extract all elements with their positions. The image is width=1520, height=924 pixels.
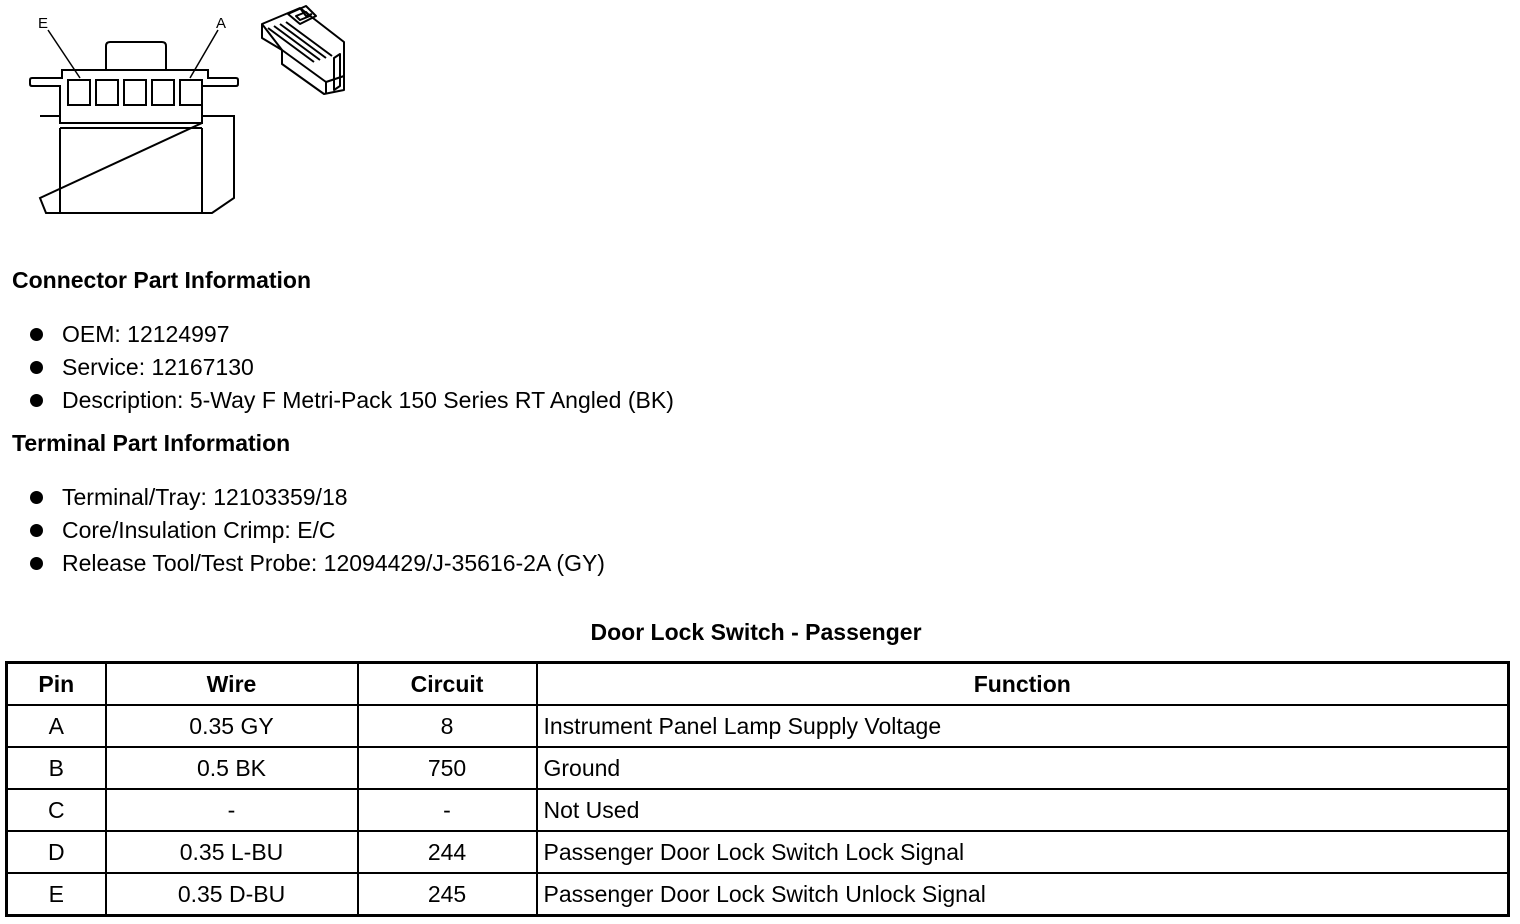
- wire-cell: 0.35 L-BU: [106, 831, 358, 873]
- function-cell: Passenger Door Lock Switch Lock Signal: [537, 831, 1509, 873]
- table-row: [7, 705, 1509, 747]
- wire-cell: 0.35 D-BU: [106, 873, 358, 916]
- column-header-wire: Wire: [106, 663, 358, 706]
- column-header-circuit: Circuit: [358, 663, 537, 706]
- table-row: [7, 747, 1509, 789]
- wire-cell: 0.5 BK: [106, 747, 358, 789]
- function-cell: Instrument Panel Lamp Supply Voltage: [537, 705, 1509, 747]
- circuit-cell: 245: [358, 873, 537, 916]
- bullet-icon: [30, 491, 43, 504]
- table-row: [7, 873, 1509, 916]
- table-header-row: [7, 663, 1509, 706]
- circuit-cell: -: [358, 789, 537, 831]
- circuit-cell: 750: [358, 747, 537, 789]
- bullet-icon: [30, 361, 43, 374]
- pin-cell: D: [7, 831, 106, 873]
- column-header-function: Function: [537, 663, 1509, 706]
- pin-table: [5, 661, 1510, 917]
- function-cell: Passenger Door Lock Switch Unlock Signal: [537, 873, 1509, 916]
- pin-cell: A: [7, 705, 106, 747]
- wire-cell: 0.35 GY: [106, 705, 358, 747]
- cavity-c: [124, 80, 146, 105]
- bullet-icon: [30, 524, 43, 537]
- column-header-pin: Pin: [7, 663, 106, 706]
- cavity-e: [68, 80, 90, 105]
- table-title: Door Lock Switch - Passenger: [590, 619, 922, 645]
- wire-cell: -: [106, 789, 358, 831]
- cavity-b: [152, 80, 174, 105]
- table-row: [7, 831, 1509, 873]
- circuit-cell: 8: [358, 705, 537, 747]
- pin-cell: B: [7, 747, 106, 789]
- function-cell: Ground: [537, 747, 1509, 789]
- cavity-label-a: A: [216, 15, 227, 32]
- cavity-label-e: E: [38, 15, 49, 32]
- bullet-icon: [30, 557, 43, 570]
- circuit-cell: 244: [358, 831, 537, 873]
- connector-part-heading: Connector Part Information: [12, 267, 312, 293]
- bullet-icon: [30, 394, 43, 407]
- pin-cell: E: [7, 873, 106, 916]
- function-cell: Not Used: [537, 789, 1509, 831]
- cavity-a: [180, 80, 202, 105]
- connector-face-diagram: [22, 8, 252, 223]
- cavity-d: [96, 80, 118, 105]
- terminal-part-heading: Terminal Part Information: [12, 430, 291, 456]
- connector-isometric-icon: [254, 2, 356, 96]
- table-row: [7, 789, 1509, 831]
- pin-cell: C: [7, 789, 106, 831]
- bullet-icon: [30, 328, 43, 341]
